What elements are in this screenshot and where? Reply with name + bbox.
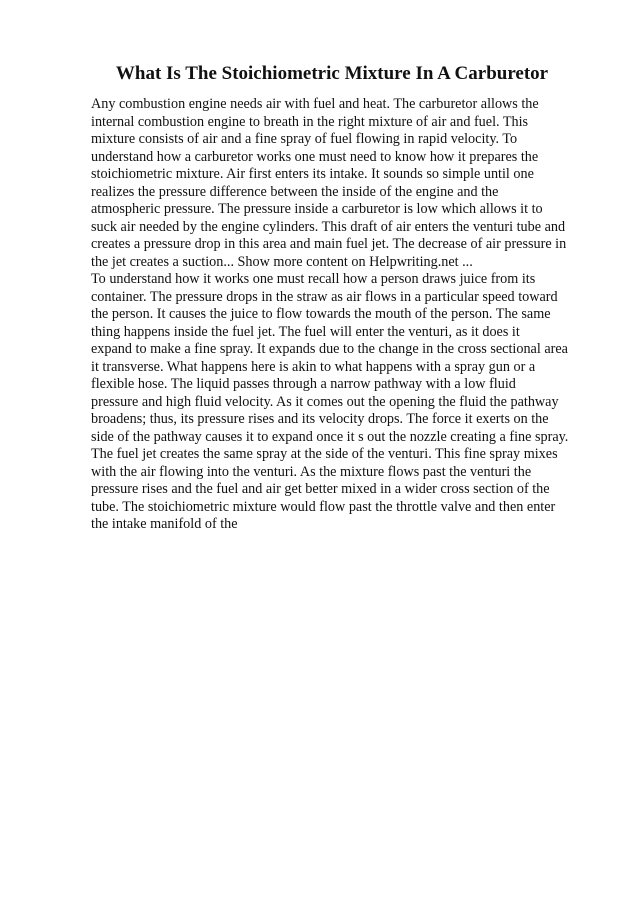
text-line: Any combustion engine needs air with fuel and heat. The carburetor allows the xyxy=(91,96,539,112)
text-line: thing happens inside the fuel jet. The fuel will enter the venturi, as it does it xyxy=(91,323,520,340)
text-line: the person. It causes the juice to flow towards the mouth of the person. The same xyxy=(91,306,551,322)
text-line: pressure rises and the fuel and air get better mixed in a wider cross section of the xyxy=(91,481,550,497)
text-line: stoichiometric mixture. Air first enters its intake. It sounds so simple until one xyxy=(91,166,534,182)
text-line: broadens; thus, its pressure rises and its velocity drops. The force it exerts on the xyxy=(91,411,549,427)
body-text xyxy=(91,96,569,534)
text-line: it transverse. What happens here is akin to what happens with a spray gun or a xyxy=(91,358,536,375)
text-line: the jet creates a suction... Show more content on Helpwriting.net ... xyxy=(91,253,473,270)
page-title: What Is The Stoichiometric Mixture In A Carburetor xyxy=(115,63,549,84)
text-line: understand how a carburetor works one must need to know how it prepares the xyxy=(91,148,539,165)
text-line: flexible hose. The liquid passes through a narrow pathway with a low fluid xyxy=(91,376,516,392)
text-line: To understand how it works one must recall how a person draws juice from its xyxy=(91,271,536,287)
text-line: mixture consists of air and a fine spray of fuel flowing in rapid velocity. To xyxy=(91,131,518,147)
text-line: the intake manifold of the xyxy=(91,516,238,532)
text-line: creates a pressure drop in this area and main fuel jet. The decrease of air pressure in xyxy=(91,236,567,252)
text-line: realizes the pressure difference between the inside of the engine and the xyxy=(91,183,499,200)
text-line: expand to make a fine spray. It expands due to the change in the cross sectional area xyxy=(91,341,568,357)
text-line: side of the pathway causes it to expand once it s out the nozzle creating a fine spray. xyxy=(91,428,569,445)
text-line: with the air flowing into the venturi. As the mixture flows past the venturi the xyxy=(91,463,532,480)
text-line: atmospheric pressure. The pressure inside a carburetor is low which allows it to xyxy=(91,201,543,217)
text-line: suck air needed by the engine cylinders. This draft of air enters the venturi tube and xyxy=(91,218,566,235)
text-line: The fuel jet creates the same spray at the side of the venturi. This fine spray mixes xyxy=(91,446,558,462)
text-line: internal combustion engine to breath in the right mixture of air and fuel. This xyxy=(91,113,529,130)
text-line: container. The pressure drops in the straw as air flows in a particular speed toward xyxy=(91,288,558,305)
text-line: pressure and high fluid velocity. As it comes out the opening the fluid the pathway xyxy=(91,393,559,410)
text-line: tube. The stoichiometric mixture would flow past the throttle valve and then enter xyxy=(91,498,556,515)
